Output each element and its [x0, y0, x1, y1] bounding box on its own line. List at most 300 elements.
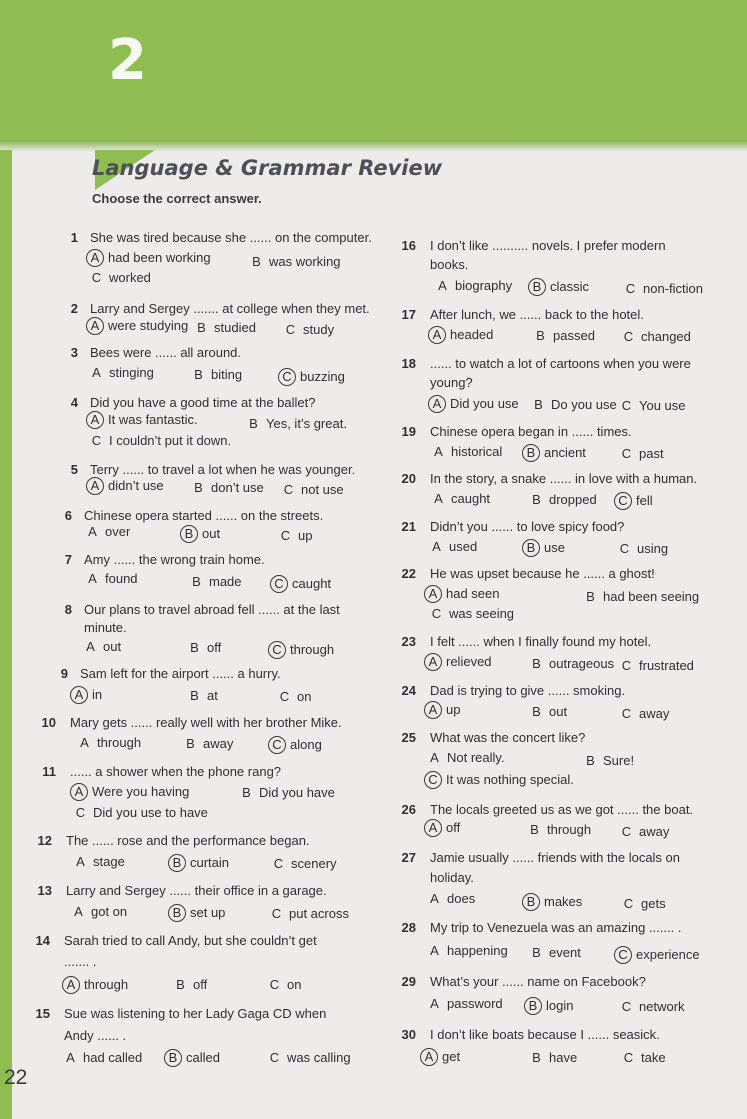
- answer-option-c[interactable]: [266, 1048, 351, 1067]
- selected-answer-circle: A: [424, 585, 442, 603]
- option-letter: C: [279, 689, 290, 704]
- option-text: frustrated: [639, 658, 694, 673]
- question-text: Didn’t you ...... to love spicy food?: [430, 519, 625, 534]
- answer-option-c[interactable]: [270, 854, 337, 873]
- option-letter: C: [621, 446, 632, 461]
- answer-option-c[interactable]: [620, 327, 691, 346]
- option-letter: A: [430, 750, 439, 765]
- option-text: worked: [109, 270, 151, 285]
- option-letter: A: [434, 491, 443, 506]
- option-text: classic: [550, 279, 590, 294]
- answer-option-c[interactable]: [616, 945, 700, 964]
- option-text: off: [446, 820, 461, 835]
- selected-answer-circle: C: [278, 368, 296, 386]
- option-text: passed: [553, 328, 595, 343]
- option-text: through: [547, 822, 592, 837]
- option-text: over: [105, 524, 131, 539]
- option-text: makes: [544, 894, 583, 909]
- option-text: away: [639, 706, 670, 721]
- option-text: scenery: [291, 856, 337, 871]
- question-text: My trip to Venezuela was an amazing ....... .: [430, 920, 682, 935]
- option-text: have: [549, 1050, 578, 1065]
- answer-option-c[interactable]: [72, 803, 208, 822]
- answer-option-b[interactable]: [186, 686, 218, 705]
- option-text: up: [298, 528, 313, 543]
- option-letter: A: [66, 1050, 75, 1065]
- option-text: stinging: [109, 365, 154, 380]
- option-letter: B: [586, 753, 595, 768]
- option-text: headed: [450, 327, 494, 342]
- option-text: buzzing: [300, 369, 345, 384]
- answer-option-c[interactable]: [276, 687, 311, 706]
- option-letter: B: [194, 480, 203, 495]
- answer-option-a[interactable]: [426, 889, 475, 908]
- option-letter: A: [430, 996, 439, 1011]
- option-text: It was nothing special.: [446, 772, 574, 787]
- option-letter: C: [75, 805, 86, 820]
- option-text: didn’t use: [108, 478, 164, 493]
- option-letter: C: [621, 706, 632, 721]
- option-text: study: [303, 322, 335, 337]
- option-text: used: [449, 539, 478, 554]
- option-text: Yes, it’s great.: [266, 416, 347, 431]
- option-text: called: [186, 1050, 220, 1065]
- selected-answer-circle: B: [164, 1049, 182, 1067]
- selected-answer-circle: C: [614, 946, 632, 964]
- option-text: network: [639, 999, 685, 1014]
- option-letter: B: [534, 397, 543, 412]
- answer-option-a[interactable]: [430, 442, 502, 461]
- option-text: on: [287, 977, 302, 992]
- answer-option-a[interactable]: [64, 975, 128, 994]
- page-title: Language & Grammar Review: [92, 156, 443, 180]
- answer-option-c[interactable]: [270, 640, 334, 659]
- answer-option-a[interactable]: [72, 685, 102, 704]
- answer-option-b[interactable]: [528, 1048, 577, 1067]
- option-letter: B: [194, 367, 203, 382]
- answer-option-a[interactable]: [62, 1048, 142, 1067]
- answer-option-b[interactable]: [245, 414, 347, 433]
- option-letter: C: [285, 322, 296, 337]
- answer-option-b[interactable]: [186, 638, 221, 657]
- question-text: Larry and Sergey ....... at college when they met.: [90, 301, 370, 316]
- selected-answer-circle: C: [268, 641, 286, 659]
- option-letter: C: [269, 1050, 280, 1065]
- option-letter: C: [623, 896, 634, 911]
- option-text: set up: [190, 905, 226, 920]
- selected-answer-circle: A: [70, 686, 88, 704]
- answer-option-c[interactable]: [428, 604, 514, 623]
- option-letter: B: [249, 416, 258, 431]
- option-text: had called: [83, 1050, 143, 1065]
- question-number: 3: [70, 345, 78, 360]
- answer-option-c[interactable]: [618, 444, 664, 463]
- option-text: out: [202, 526, 221, 541]
- answer-option-b[interactable]: [532, 326, 595, 345]
- option-text: caught: [451, 491, 491, 506]
- option-letter: B: [536, 328, 545, 343]
- answer-option-b[interactable]: [582, 751, 634, 770]
- answer-option-a[interactable]: [76, 733, 141, 752]
- answer-option-b[interactable]: [528, 490, 597, 509]
- answer-option-a[interactable]: [426, 652, 492, 671]
- answer-option-c[interactable]: [266, 975, 301, 994]
- option-letter: C: [625, 281, 636, 296]
- option-text: off: [207, 640, 222, 655]
- answer-option-c[interactable]: [280, 367, 345, 386]
- option-text: Not really.: [447, 750, 505, 765]
- selected-answer-circle: A: [424, 653, 442, 671]
- option-letter: B: [532, 1050, 541, 1065]
- selected-answer-circle: A: [424, 819, 442, 837]
- option-letter: C: [271, 906, 282, 921]
- answer-option-a[interactable]: [88, 476, 164, 495]
- option-text: had been seeing: [603, 589, 700, 604]
- option-letter: B: [532, 945, 541, 960]
- answer-option-c[interactable]: [88, 431, 231, 450]
- option-text: ancient: [544, 445, 586, 460]
- option-letter: A: [92, 365, 101, 380]
- answer-option-c[interactable]: [618, 822, 669, 841]
- answer-option-b[interactable]: [188, 572, 242, 591]
- question-text: He was upset because he ...... a ghost!: [430, 566, 655, 581]
- question-text: Chinese opera started ...... on the streets.: [84, 508, 324, 523]
- question-number: 30: [401, 1027, 416, 1042]
- selected-answer-circle: C: [270, 575, 288, 593]
- question-number: 6: [64, 508, 72, 523]
- question-number: 16: [401, 238, 416, 253]
- question-number: 8: [64, 602, 72, 617]
- question-number: 20: [401, 471, 416, 486]
- answer-option-b[interactable]: [524, 443, 586, 462]
- answer-option-a[interactable]: [434, 276, 512, 295]
- answer-option-a[interactable]: [82, 637, 121, 656]
- option-text: on: [297, 689, 312, 704]
- question-text: What was the concert like?: [430, 730, 586, 745]
- answer-option-c[interactable]: [426, 770, 574, 789]
- option-text: was working: [269, 254, 341, 269]
- selected-answer-circle: A: [424, 701, 442, 719]
- answer-option-a[interactable]: [88, 363, 154, 382]
- answer-option-b[interactable]: [238, 783, 335, 802]
- answer-option-a[interactable]: [428, 537, 477, 556]
- answer-option-c[interactable]: [282, 320, 334, 339]
- answer-option-a[interactable]: [72, 782, 189, 801]
- question-number: 12: [37, 833, 52, 848]
- option-letter: B: [190, 688, 199, 703]
- answer-option-a[interactable]: [88, 248, 211, 267]
- question-text: Amy ...... the wrong train home.: [84, 552, 265, 567]
- question-number: 17: [401, 307, 416, 322]
- question-text: I don’t like .......... novels. I prefer modern: [430, 238, 666, 253]
- option-letter: C: [269, 977, 280, 992]
- selected-answer-circle: C: [268, 736, 286, 754]
- question-text: I felt ...... when I finally found my hotel.: [430, 634, 652, 649]
- option-text: Did you have: [259, 785, 335, 800]
- question-number: 27: [401, 850, 416, 865]
- answer-option-c[interactable]: [272, 574, 331, 593]
- option-letter: C: [619, 541, 630, 556]
- question-text: Our plans to travel abroad fell ...... at the last: [84, 602, 340, 617]
- option-text: using: [637, 541, 669, 556]
- question-number: 2: [70, 301, 78, 316]
- question-number: 15: [35, 1006, 50, 1021]
- option-letter: B: [197, 320, 206, 335]
- option-text: take: [641, 1050, 666, 1065]
- option-text: experience: [636, 947, 700, 962]
- answer-option-c[interactable]: [620, 1048, 666, 1067]
- option-text: stage: [93, 854, 125, 869]
- option-letter: B: [242, 785, 251, 800]
- answer-option-a[interactable]: [426, 818, 460, 837]
- answer-option-a[interactable]: [426, 941, 508, 960]
- option-text: through: [84, 977, 129, 992]
- option-letter: C: [623, 329, 634, 344]
- answer-option-a[interactable]: [426, 700, 460, 719]
- question-text: Dad is trying to give ...... smoking.: [430, 683, 626, 698]
- option-text: had seen: [446, 586, 500, 601]
- selected-answer-circle: B: [168, 854, 186, 872]
- question-text: In the story, a snake ...... in love with a human.: [430, 471, 698, 486]
- question-text: Mary gets ...... really well with her brother Mike.: [70, 715, 342, 730]
- option-text: off: [193, 977, 208, 992]
- option-letter: C: [621, 658, 632, 673]
- answer-option-b[interactable]: [190, 365, 242, 384]
- option-text: fell: [636, 493, 653, 508]
- answer-option-b[interactable]: [582, 587, 699, 606]
- option-text: in: [92, 687, 103, 702]
- option-text: not use: [301, 482, 344, 497]
- option-letter: C: [91, 433, 102, 448]
- question-number: 29: [401, 974, 416, 989]
- selected-answer-circle: A: [428, 326, 446, 344]
- question-number: 7: [64, 552, 72, 567]
- option-text: was calling: [287, 1050, 351, 1065]
- selected-answer-circle: A: [420, 1048, 438, 1066]
- answer-option-b[interactable]: [524, 538, 565, 557]
- option-text: got on: [91, 904, 128, 919]
- option-text: I couldn’t put it down.: [109, 433, 232, 448]
- option-letter: C: [621, 999, 632, 1014]
- answer-option-b[interactable]: [530, 277, 589, 296]
- question-text: What’s your ...... name on Facebook?: [430, 974, 646, 989]
- question-text: Bees were ...... all around.: [90, 345, 242, 360]
- question-text: Terry ...... to travel a lot when he was younger.: [90, 462, 356, 477]
- question-number: 23: [401, 634, 416, 649]
- option-letter: A: [86, 639, 95, 654]
- selected-answer-circle: A: [70, 783, 88, 801]
- option-text: happening: [447, 943, 508, 958]
- answer-option-c[interactable]: [618, 997, 685, 1016]
- selected-answer-circle: B: [168, 904, 186, 922]
- option-text: Did you use to have: [93, 805, 208, 820]
- answer-option-b[interactable]: [248, 252, 341, 271]
- answer-option-b[interactable]: [524, 892, 582, 911]
- option-letter: C: [431, 606, 442, 621]
- option-letter: A: [438, 278, 447, 293]
- question-text: holiday.: [430, 870, 474, 885]
- option-letter: C: [621, 398, 632, 413]
- option-text: outrageous: [549, 656, 615, 671]
- answer-option-a[interactable]: [70, 902, 127, 921]
- option-text: curtain: [190, 855, 230, 870]
- option-text: up: [446, 702, 461, 717]
- answer-option-b[interactable]: [528, 702, 567, 721]
- question-number: 24: [401, 683, 416, 698]
- answer-option-b[interactable]: [526, 820, 591, 839]
- answer-option-b[interactable]: [182, 524, 220, 543]
- answer-option-b[interactable]: [526, 996, 573, 1015]
- answer-option-a[interactable]: [84, 569, 138, 588]
- option-letter: A: [430, 891, 439, 906]
- question-number: 22: [401, 566, 416, 581]
- answer-option-c[interactable]: [616, 539, 668, 558]
- option-letter: A: [76, 854, 85, 869]
- question-text: She was tired because she ...... on the computer.: [90, 230, 372, 245]
- option-text: don’t use: [211, 480, 264, 495]
- question-text: I don’t like boats because I ...... seasick.: [430, 1027, 660, 1042]
- option-text: dropped: [549, 492, 597, 507]
- option-text: historical: [451, 444, 503, 459]
- option-letter: A: [88, 571, 97, 586]
- option-letter: B: [176, 977, 185, 992]
- option-letter: A: [430, 943, 439, 958]
- answer-option-c[interactable]: [88, 268, 151, 287]
- answer-option-b[interactable]: [190, 478, 264, 497]
- answer-option-a[interactable]: [72, 852, 125, 871]
- question-text: Jamie usually ...... friends with the locals on: [430, 850, 681, 865]
- answer-option-a[interactable]: [88, 410, 198, 429]
- question-number: 10: [41, 715, 56, 730]
- answer-option-c[interactable]: [620, 894, 666, 913]
- option-text: put across: [289, 906, 349, 921]
- question-number: 26: [401, 802, 416, 817]
- option-text: use: [544, 540, 565, 555]
- answer-option-c[interactable]: [277, 526, 312, 545]
- option-letter: B: [532, 656, 541, 671]
- question-number: 9: [60, 666, 68, 681]
- option-text: Do you use: [551, 397, 617, 412]
- option-letter: B: [252, 254, 261, 269]
- question-text: The locals greeted us as we got ...... the boat.: [430, 802, 694, 817]
- option-text: past: [639, 446, 664, 461]
- answer-option-a[interactable]: [426, 994, 503, 1013]
- option-text: away: [639, 824, 670, 839]
- option-text: biography: [455, 278, 513, 293]
- option-text: non-fiction: [643, 281, 703, 296]
- question-number: 4: [70, 395, 78, 410]
- selected-answer-circle: A: [86, 249, 104, 267]
- option-text: was seeing: [449, 606, 515, 621]
- selected-answer-circle: C: [424, 771, 442, 789]
- answer-option-b[interactable]: [172, 975, 207, 994]
- question-number: 11: [42, 764, 56, 779]
- question-number: 25: [401, 730, 416, 745]
- option-text: out: [103, 639, 122, 654]
- option-text: made: [209, 574, 242, 589]
- question-text: Sue was listening to her Lady Gaga CD when: [64, 1006, 327, 1021]
- selected-answer-circle: A: [428, 395, 446, 413]
- question-text: young?: [430, 375, 473, 390]
- selected-answer-circle: A: [62, 976, 80, 994]
- answer-option-a[interactable]: [430, 394, 519, 413]
- question-number: 1: [70, 230, 78, 245]
- option-text: get: [442, 1049, 461, 1064]
- answer-option-c[interactable]: [618, 656, 694, 675]
- answer-option-a[interactable]: [430, 325, 493, 344]
- option-text: through: [290, 642, 335, 657]
- question-text: minute.: [84, 620, 127, 635]
- answer-option-b[interactable]: [170, 853, 229, 872]
- question-number: 21: [401, 519, 416, 534]
- answer-option-a[interactable]: [84, 522, 130, 541]
- option-letter: A: [434, 444, 443, 459]
- answer-option-b[interactable]: [193, 318, 256, 337]
- option-text: changed: [641, 329, 691, 344]
- answer-option-c[interactable]: [622, 279, 703, 298]
- option-text: relieved: [446, 654, 492, 669]
- option-letter: B: [530, 822, 539, 837]
- option-letter: C: [621, 824, 632, 839]
- answer-option-a[interactable]: [422, 1047, 460, 1066]
- option-text: along: [290, 737, 322, 752]
- option-letter: B: [186, 736, 195, 751]
- answer-option-b[interactable]: [182, 734, 233, 753]
- selected-answer-circle: A: [86, 477, 104, 495]
- answer-option-c[interactable]: [270, 735, 322, 754]
- option-letter: A: [80, 735, 89, 750]
- option-text: Were you having: [92, 784, 190, 799]
- answer-option-a[interactable]: [426, 748, 505, 767]
- selected-answer-circle: B: [180, 525, 198, 543]
- question-text: ....... .: [64, 954, 97, 969]
- option-letter: C: [280, 528, 291, 543]
- option-text: away: [203, 736, 234, 751]
- question-text: Sam left for the airport ...... a hurry.: [80, 666, 281, 681]
- option-letter: A: [88, 524, 97, 539]
- option-text: caught: [292, 576, 332, 591]
- left-margin-strip: [0, 150, 12, 1119]
- option-text: at: [207, 688, 218, 703]
- answer-option-a[interactable]: [88, 316, 188, 335]
- answer-option-c[interactable]: [268, 904, 349, 923]
- option-letter: B: [192, 574, 201, 589]
- answer-option-b[interactable]: [170, 903, 225, 922]
- question-number: 5: [70, 462, 78, 477]
- answer-option-b[interactable]: [528, 943, 581, 962]
- answer-option-b[interactable]: [528, 654, 614, 673]
- option-letter: C: [273, 856, 284, 871]
- answer-option-c[interactable]: [618, 396, 686, 415]
- option-letter: B: [532, 492, 541, 507]
- question-number: 14: [35, 933, 50, 948]
- answer-option-b[interactable]: [166, 1048, 220, 1067]
- answer-option-a[interactable]: [430, 489, 490, 508]
- selected-answer-circle: A: [86, 411, 104, 429]
- question-text: After lunch, we ...... back to the hotel.: [430, 307, 644, 322]
- answer-option-c[interactable]: [280, 480, 344, 499]
- answer-option-c[interactable]: [618, 704, 669, 723]
- answer-option-a[interactable]: [426, 584, 500, 603]
- selected-answer-circle: A: [86, 317, 104, 335]
- answer-option-c[interactable]: [616, 491, 653, 510]
- question-text: Larry and Sergey ...... their office in a garage.: [66, 883, 327, 898]
- option-letter: C: [623, 1050, 634, 1065]
- question-number: 28: [401, 920, 416, 935]
- unit-number: 2: [108, 28, 147, 93]
- selected-answer-circle: B: [522, 539, 540, 557]
- answer-option-b[interactable]: [530, 395, 617, 414]
